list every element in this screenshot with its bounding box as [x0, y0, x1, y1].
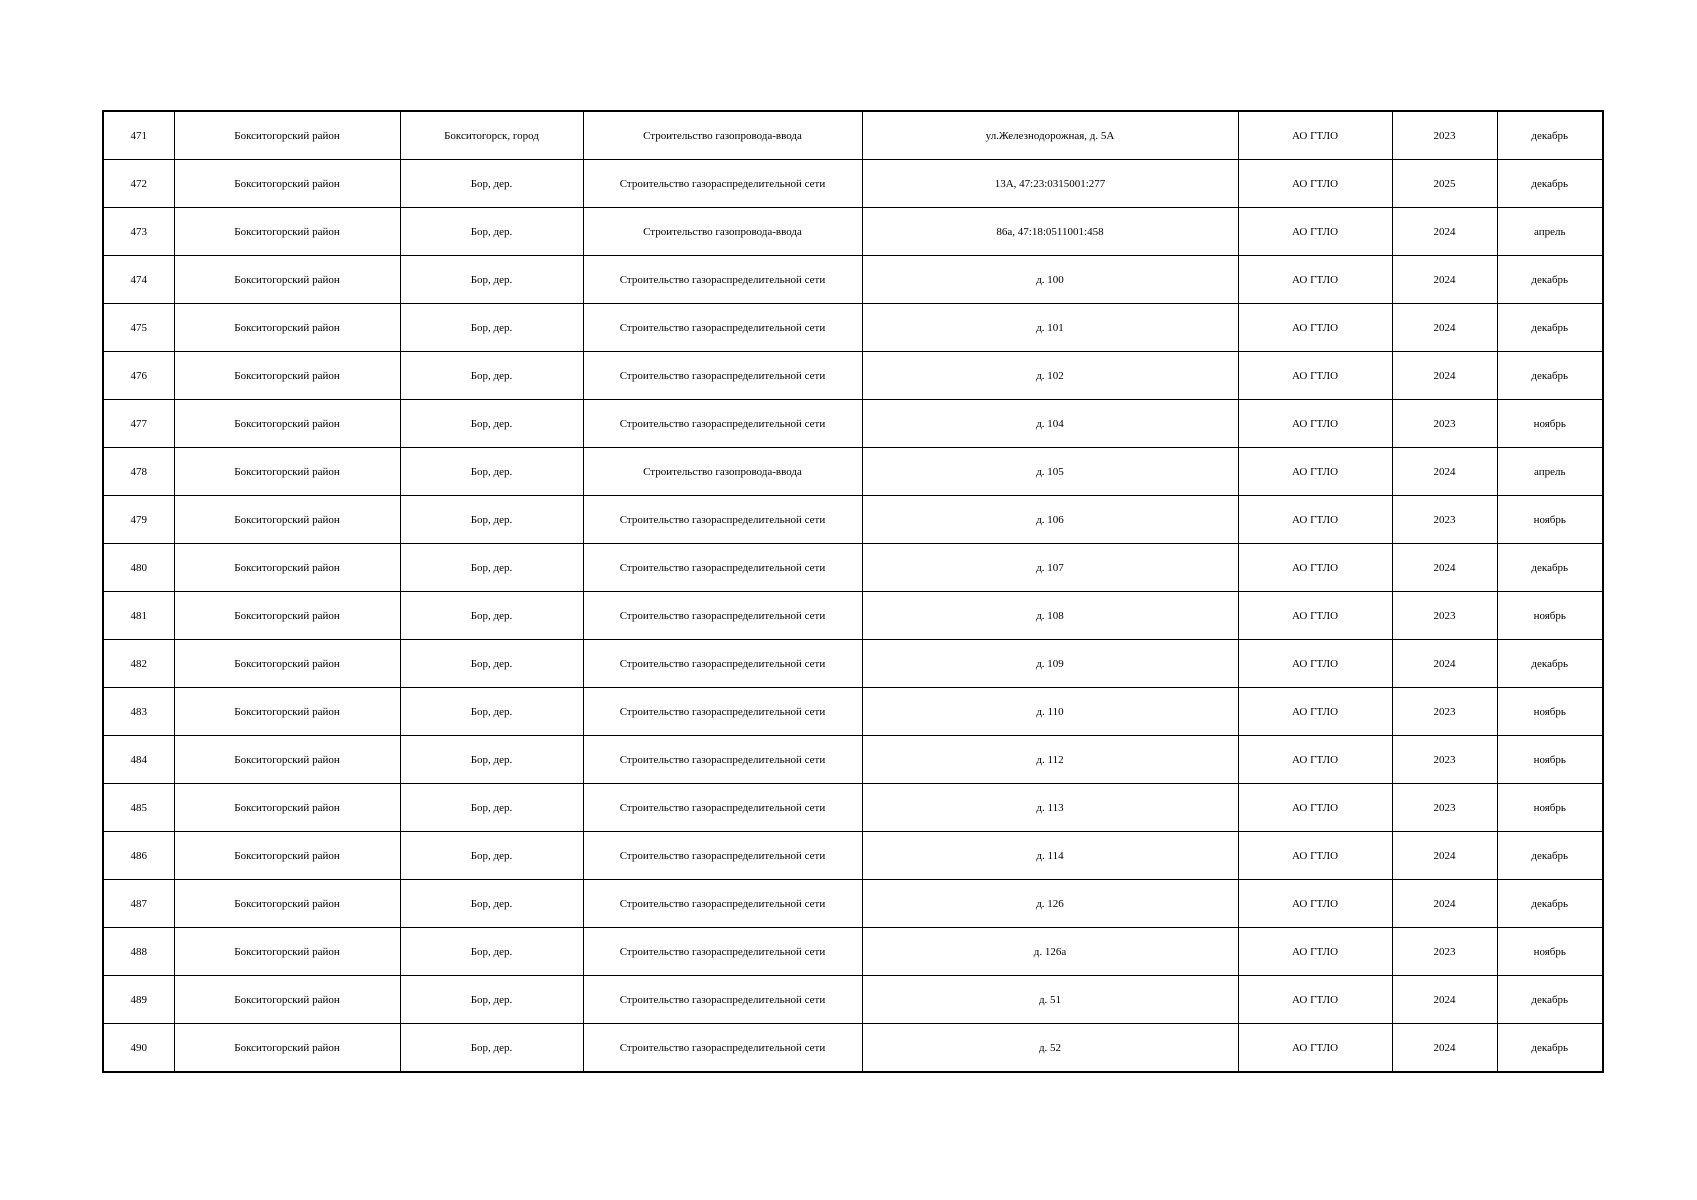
organization-cell: АО ГТЛО [1238, 976, 1392, 1024]
address-cell: д. 100 [862, 256, 1238, 304]
work-type-cell: Строительство газораспределительной сети [583, 352, 862, 400]
table-row [103, 976, 1603, 1024]
organization-cell: АО ГТЛО [1238, 496, 1392, 544]
settlement-cell: Бор, дер. [400, 352, 583, 400]
row-number-cell: 483 [103, 688, 174, 736]
year-cell: 2023 [1392, 688, 1497, 736]
month-cell: ноябрь [1497, 592, 1603, 640]
settlement-cell: Бор, дер. [400, 304, 583, 352]
month-cell: декабрь [1497, 352, 1603, 400]
year-cell: 2024 [1392, 352, 1497, 400]
district-cell: Бокситогорский район [174, 208, 400, 256]
organization-cell: АО ГТЛО [1238, 880, 1392, 928]
row-number-cell: 477 [103, 400, 174, 448]
organization-cell: АО ГТЛО [1238, 208, 1392, 256]
organization-cell: АО ГТЛО [1238, 304, 1392, 352]
work-type-cell: Строительство газораспределительной сети [583, 256, 862, 304]
address-cell: 86а, 47:18:0511001:458 [862, 208, 1238, 256]
year-cell: 2024 [1392, 880, 1497, 928]
month-cell: декабрь [1497, 640, 1603, 688]
district-cell: Бокситогорский район [174, 832, 400, 880]
address-cell: д. 108 [862, 592, 1238, 640]
year-cell: 2024 [1392, 832, 1497, 880]
month-cell: декабрь [1497, 256, 1603, 304]
table-row [103, 544, 1603, 592]
table-row [103, 111, 1603, 160]
table-row [103, 160, 1603, 208]
address-cell: д. 51 [862, 976, 1238, 1024]
settlement-cell: Бор, дер. [400, 496, 583, 544]
address-cell: д. 102 [862, 352, 1238, 400]
table-row [103, 832, 1603, 880]
work-type-cell: Строительство газораспределительной сети [583, 592, 862, 640]
work-type-cell: Строительство газораспределительной сети [583, 1024, 862, 1073]
work-type-cell: Строительство газораспределительной сети [583, 304, 862, 352]
settlement-cell: Бор, дер. [400, 208, 583, 256]
month-cell: декабрь [1497, 880, 1603, 928]
organization-cell: АО ГТЛО [1238, 784, 1392, 832]
organization-cell: АО ГТЛО [1238, 160, 1392, 208]
gasification-table [102, 110, 1604, 1073]
district-cell: Бокситогорский район [174, 304, 400, 352]
settlement-cell: Бор, дер. [400, 880, 583, 928]
row-number-cell: 478 [103, 448, 174, 496]
month-cell: декабрь [1497, 160, 1603, 208]
row-number-cell: 489 [103, 976, 174, 1024]
district-cell: Бокситогорский район [174, 400, 400, 448]
month-cell: декабрь [1497, 111, 1603, 160]
row-number-cell: 474 [103, 256, 174, 304]
work-type-cell: Строительство газопровода-ввода [583, 208, 862, 256]
month-cell: ноябрь [1497, 496, 1603, 544]
row-number-cell: 490 [103, 1024, 174, 1073]
district-cell: Бокситогорский район [174, 352, 400, 400]
settlement-cell: Бор, дер. [400, 256, 583, 304]
table-body [103, 111, 1603, 1072]
year-cell: 2023 [1392, 592, 1497, 640]
month-cell: декабрь [1497, 832, 1603, 880]
table-row [103, 1024, 1603, 1073]
work-type-cell: Строительство газораспределительной сети [583, 640, 862, 688]
row-number-cell: 473 [103, 208, 174, 256]
year-cell: 2025 [1392, 160, 1497, 208]
row-number-cell: 484 [103, 736, 174, 784]
month-cell: декабрь [1497, 976, 1603, 1024]
table-row [103, 736, 1603, 784]
address-cell: д. 126 [862, 880, 1238, 928]
year-cell: 2023 [1392, 111, 1497, 160]
organization-cell: АО ГТЛО [1238, 736, 1392, 784]
year-cell: 2024 [1392, 1024, 1497, 1073]
table-row [103, 400, 1603, 448]
address-cell: д. 109 [862, 640, 1238, 688]
year-cell: 2024 [1392, 256, 1497, 304]
district-cell: Бокситогорский район [174, 736, 400, 784]
work-type-cell: Строительство газораспределительной сети [583, 928, 862, 976]
organization-cell: АО ГТЛО [1238, 832, 1392, 880]
row-number-cell: 476 [103, 352, 174, 400]
table-row [103, 880, 1603, 928]
address-cell: д. 52 [862, 1024, 1238, 1073]
district-cell: Бокситогорский район [174, 928, 400, 976]
settlement-cell: Бор, дер. [400, 784, 583, 832]
organization-cell: АО ГТЛО [1238, 928, 1392, 976]
month-cell: декабрь [1497, 1024, 1603, 1073]
month-cell: ноябрь [1497, 928, 1603, 976]
settlement-cell: Бор, дер. [400, 1024, 583, 1073]
table-row [103, 496, 1603, 544]
settlement-cell: Бор, дер. [400, 160, 583, 208]
organization-cell: АО ГТЛО [1238, 256, 1392, 304]
work-type-cell: Строительство газопровода-ввода [583, 448, 862, 496]
month-cell: ноябрь [1497, 400, 1603, 448]
table-row [103, 688, 1603, 736]
year-cell: 2024 [1392, 544, 1497, 592]
district-cell: Бокситогорский район [174, 1024, 400, 1073]
row-number-cell: 486 [103, 832, 174, 880]
district-cell: Бокситогорский район [174, 784, 400, 832]
row-number-cell: 480 [103, 544, 174, 592]
organization-cell: АО ГТЛО [1238, 352, 1392, 400]
work-type-cell: Строительство газораспределительной сети [583, 736, 862, 784]
district-cell: Бокситогорский район [174, 111, 400, 160]
settlement-cell: Бор, дер. [400, 448, 583, 496]
organization-cell: АО ГТЛО [1238, 592, 1392, 640]
row-number-cell: 472 [103, 160, 174, 208]
address-cell: д. 110 [862, 688, 1238, 736]
work-type-cell: Строительство газораспределительной сети [583, 496, 862, 544]
organization-cell: АО ГТЛО [1238, 400, 1392, 448]
work-type-cell: Строительство газораспределительной сети [583, 544, 862, 592]
settlement-cell: Бор, дер. [400, 400, 583, 448]
year-cell: 2024 [1392, 448, 1497, 496]
organization-cell: АО ГТЛО [1238, 640, 1392, 688]
settlement-cell: Бор, дер. [400, 736, 583, 784]
work-type-cell: Строительство газораспределительной сети [583, 400, 862, 448]
row-number-cell: 482 [103, 640, 174, 688]
table-row [103, 592, 1603, 640]
address-cell: д. 101 [862, 304, 1238, 352]
row-number-cell: 475 [103, 304, 174, 352]
table-row [103, 784, 1603, 832]
address-cell: д. 105 [862, 448, 1238, 496]
row-number-cell: 487 [103, 880, 174, 928]
district-cell: Бокситогорский район [174, 496, 400, 544]
table-row [103, 352, 1603, 400]
month-cell: ноябрь [1497, 688, 1603, 736]
address-cell: д. 106 [862, 496, 1238, 544]
month-cell: декабрь [1497, 544, 1603, 592]
table-row [103, 256, 1603, 304]
district-cell: Бокситогорский район [174, 880, 400, 928]
settlement-cell: Бор, дер. [400, 976, 583, 1024]
settlement-cell: Бор, дер. [400, 928, 583, 976]
row-number-cell: 488 [103, 928, 174, 976]
row-number-cell: 479 [103, 496, 174, 544]
district-cell: Бокситогорский район [174, 976, 400, 1024]
work-type-cell: Строительство газораспределительной сети [583, 976, 862, 1024]
address-cell: д. 107 [862, 544, 1238, 592]
row-number-cell: 485 [103, 784, 174, 832]
work-type-cell: Строительство газораспределительной сети [583, 880, 862, 928]
month-cell: ноябрь [1497, 784, 1603, 832]
settlement-cell: Бор, дер. [400, 592, 583, 640]
district-cell: Бокситогорский район [174, 448, 400, 496]
work-type-cell: Строительство газораспределительной сети [583, 160, 862, 208]
settlement-cell: Бор, дер. [400, 832, 583, 880]
district-cell: Бокситогорский район [174, 544, 400, 592]
year-cell: 2024 [1392, 304, 1497, 352]
district-cell: Бокситогорский район [174, 688, 400, 736]
address-cell: д. 104 [862, 400, 1238, 448]
year-cell: 2024 [1392, 640, 1497, 688]
work-type-cell: Строительство газопровода-ввода [583, 111, 862, 160]
organization-cell: АО ГТЛО [1238, 448, 1392, 496]
settlement-cell: Бокситогорск, город [400, 111, 583, 160]
year-cell: 2023 [1392, 496, 1497, 544]
address-cell: д. 112 [862, 736, 1238, 784]
year-cell: 2023 [1392, 784, 1497, 832]
organization-cell: АО ГТЛО [1238, 1024, 1392, 1073]
address-cell: д. 126а [862, 928, 1238, 976]
table-row [103, 304, 1603, 352]
month-cell: апрель [1497, 208, 1603, 256]
address-cell: д. 113 [862, 784, 1238, 832]
organization-cell: АО ГТЛО [1238, 688, 1392, 736]
year-cell: 2024 [1392, 976, 1497, 1024]
year-cell: 2023 [1392, 400, 1497, 448]
table-row [103, 208, 1603, 256]
work-type-cell: Строительство газораспределительной сети [583, 784, 862, 832]
month-cell: декабрь [1497, 304, 1603, 352]
organization-cell: АО ГТЛО [1238, 544, 1392, 592]
table-row [103, 640, 1603, 688]
work-type-cell: Строительство газораспределительной сети [583, 832, 862, 880]
row-number-cell: 481 [103, 592, 174, 640]
address-cell: д. 114 [862, 832, 1238, 880]
year-cell: 2023 [1392, 736, 1497, 784]
table-row [103, 928, 1603, 976]
work-type-cell: Строительство газораспределительной сети [583, 688, 862, 736]
district-cell: Бокситогорский район [174, 640, 400, 688]
year-cell: 2023 [1392, 928, 1497, 976]
table-row [103, 448, 1603, 496]
district-cell: Бокситогорский район [174, 256, 400, 304]
address-cell: ул.Железнодорожная, д. 5А [862, 111, 1238, 160]
row-number-cell: 471 [103, 111, 174, 160]
year-cell: 2024 [1392, 208, 1497, 256]
district-cell: Бокситогорский район [174, 592, 400, 640]
settlement-cell: Бор, дер. [400, 640, 583, 688]
organization-cell: АО ГТЛО [1238, 111, 1392, 160]
address-cell: 13А, 47:23:0315001:277 [862, 160, 1238, 208]
settlement-cell: Бор, дер. [400, 688, 583, 736]
district-cell: Бокситогорский район [174, 160, 400, 208]
month-cell: ноябрь [1497, 736, 1603, 784]
settlement-cell: Бор, дер. [400, 544, 583, 592]
month-cell: апрель [1497, 448, 1603, 496]
